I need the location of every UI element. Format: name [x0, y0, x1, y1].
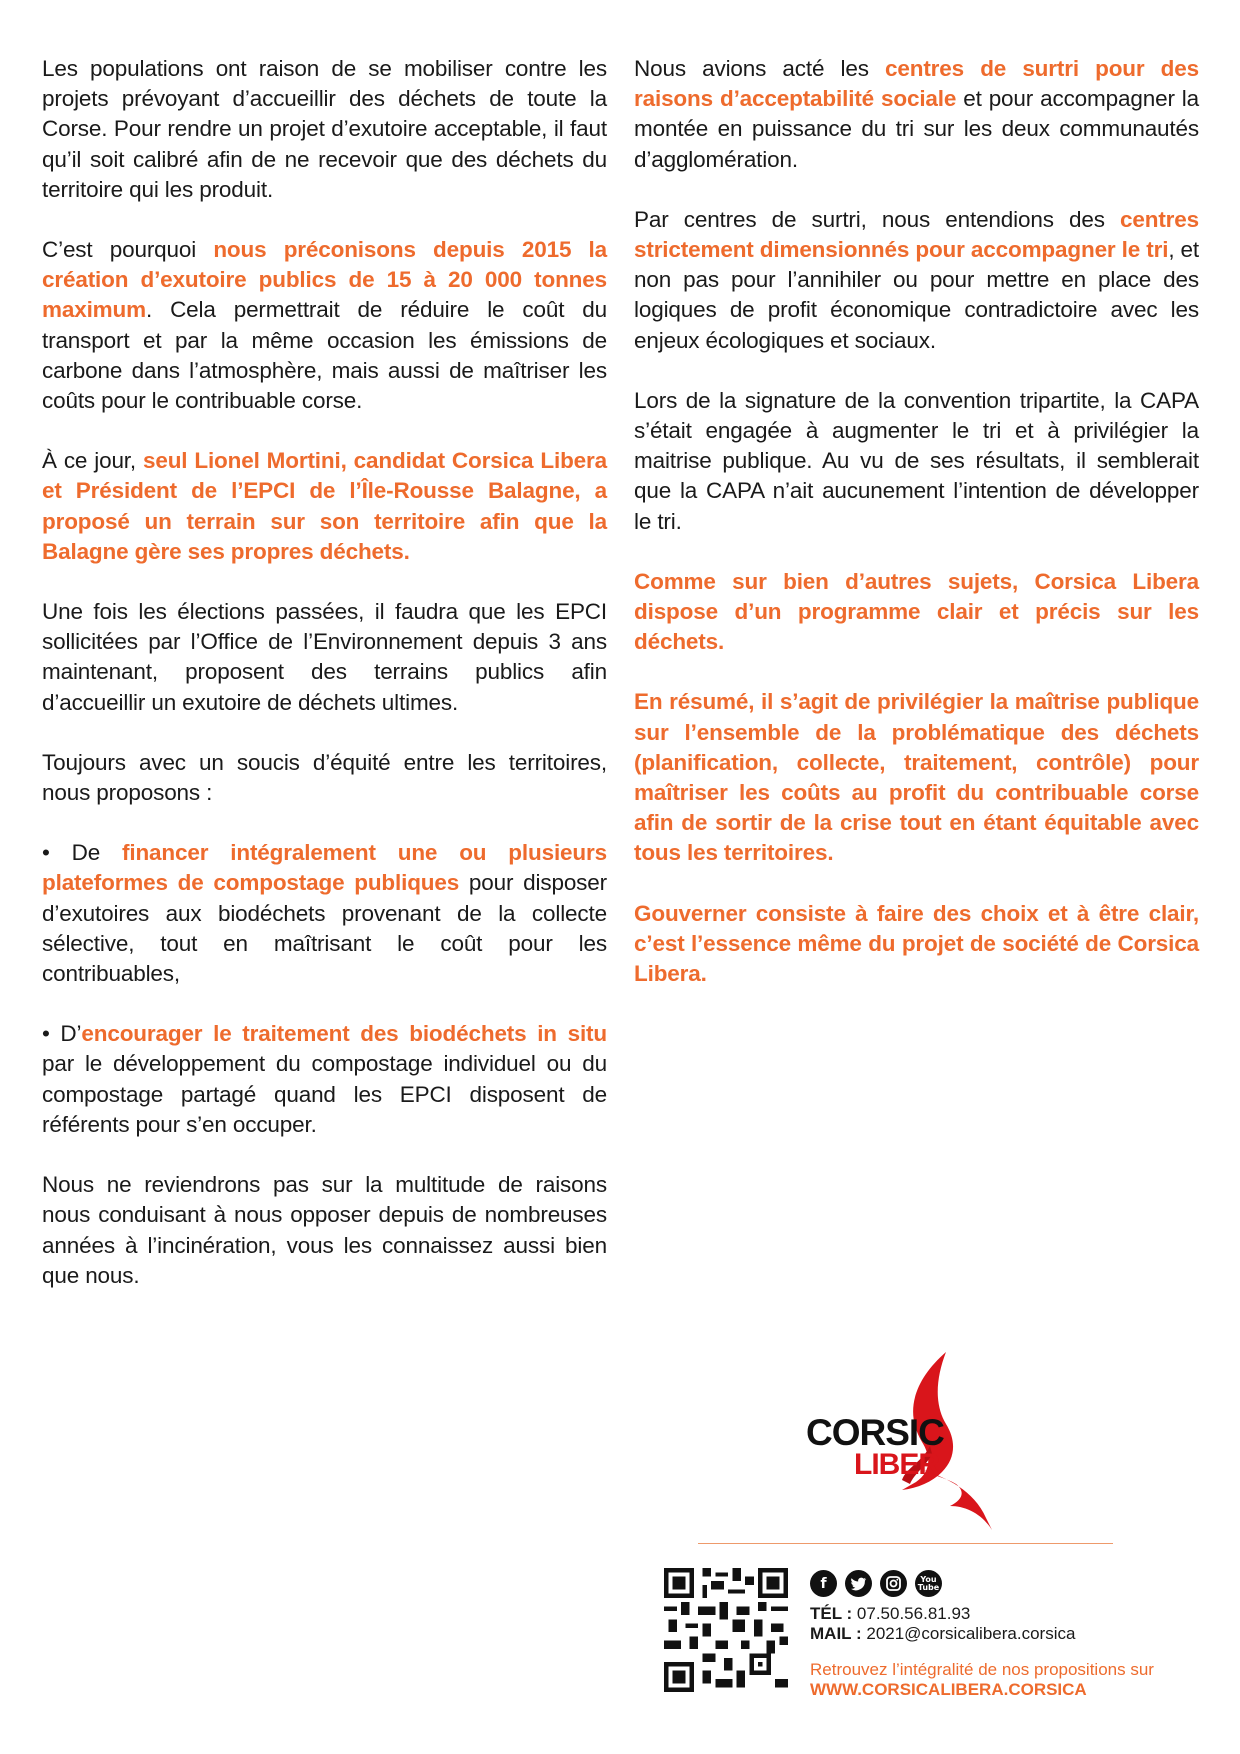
bullet-item: • De financer intégralement une ou plusieurs plateformes de compostage publiques pour disposer d’exutoires aux biodéchets provenant de la collecte sélective, tout en maîtrisant le coût pour les contribuables,: [42, 840, 607, 987]
right-column: [634, 54, 1199, 1019]
qr-code-icon[interactable]: [664, 1568, 788, 1692]
email-address[interactable]: 2021@corsicalibera.corsica: [866, 1624, 1076, 1643]
instagram-camera-icon: [886, 1576, 901, 1591]
paragraph: Toujours avec un soucis d’équité entre les territoires, nous proposons :: [42, 749, 607, 806]
highlight: seul Lionel Mortini, candidat Corsica Libera et Président de l’EPCI de l’Île-Rousse Balagne, a proposé un terrain sur son territoire afin que la Balagne gère ses propres déchets.: [42, 448, 607, 564]
phone-line: TÉL : 07.50.56.81.93: [810, 1604, 971, 1623]
highlight: nous préconisons depuis 2015 la création d’exutoire publics de 15 à 20 000 tonnes maximum: [42, 237, 607, 323]
paragraph: Par centres de surtri, nous entendions des centres strictement dimensionnés pour accompagner le tri, et non pas pour l’annihiler ou pour mettre en place des logiques de profit économique contradictoire avec les enjeux écologiques et sociaux.: [634, 206, 1200, 353]
footer-divider: [698, 1543, 1113, 1544]
paragraph: C’est pourquoi nous préconisons depuis 2015 la création d’exutoire publics de 15 à 20 000 tonnes maximum. Cela permettrait de réduire le coût du transport et par la même occasion les émissions de carbone dans l’atmosphère, mais aussi de maîtriser les coûts pour le contribuable corse.: [42, 237, 607, 414]
paragraph: Une fois les élections passées, il faudra que les EPCI sollicitées par l’Office de l’Environnement depuis 3 ans maintenant, proposent des terrains publics afin d’accueillir un exutoire de déchets ultimes.: [42, 599, 607, 715]
highlight: financer intégralement une ou plusieurs plateformes de compostage publiques: [42, 840, 607, 896]
paragraph: Les populations ont raison de se mobiliser contre les projets prévoyant d’accueillir des déchets de toute la Corse. Pour rendre un projet d’exutoire acceptable, il faut qu’il soit calibré afin de ne recevoir que des déchets du territoire qui les produit.: [42, 56, 607, 202]
facebook-icon[interactable]: f: [810, 1570, 837, 1597]
left-column: [42, 54, 607, 1321]
highlight: centres de surtri pour des raisons d’acceptabilité sociale: [634, 56, 1199, 112]
highlight-paragraph: Comme sur bien d’autres sujets, Corsica Libera dispose d’un programme clair et précis sur les déchets.: [634, 568, 1199, 655]
logo-text-line1: CORSIC: [806, 1412, 944, 1453]
paragraph: Nous avions acté les centres de surtri pour des raisons d’acceptabilité sociale et pour accompagner la montée en puissance du tri sur les deux communautés d’agglomération.: [634, 56, 1199, 172]
bullet-item: • D’encourager le traitement des biodéchets in situ par le développement du compostage individuel ou du compostage partagé quand les EPCI disposent de référents pour s’en occuper.: [42, 1021, 607, 1137]
website-link[interactable]: WWW.CORSICALIBERA.CORSICA: [810, 1680, 1087, 1699]
mail-line: MAIL : 2021@corsicalibera.corsica: [810, 1624, 1076, 1643]
paragraph: Nous ne reviendrons pas sur la multitude de raisons nous conduisant à nous opposer depuis de nombreuses années à l’incinération, vous les connaissez aussi bien que nous.: [42, 1172, 607, 1288]
corsica-libera-logo: [806, 1350, 1011, 1530]
youtube-icon[interactable]: You Tube: [915, 1570, 942, 1597]
highlight: centres strictement dimensionnés pour accompagner le tri: [634, 206, 1199, 263]
promo-block: [810, 1660, 1154, 1700]
twitter-bird-icon: [851, 1577, 867, 1591]
logo-text-line2: LIBER: [854, 1448, 939, 1481]
promo-text: Retrouvez l’intégralité de nos propositions sur: [810, 1660, 1154, 1679]
phone-number[interactable]: 07.50.56.81.93: [856, 1604, 971, 1623]
highlight-paragraph: En résumé, il s’agit de privilégier la maîtrise publique sur l’ensemble de la problématique des déchets (planification, collecte, traitement, contrôle) pour maîtriser les coûts au profit du contribuable corse afin de sortir de la crise tout en étant équitable avec tous les territoires.: [634, 689, 1199, 866]
contact-info: [810, 1604, 1075, 1644]
instagram-icon[interactable]: [880, 1570, 907, 1597]
highlight: encourager le traitement des biodéchets in situ: [81, 1021, 607, 1047]
social-icons: [810, 1570, 942, 1597]
highlight-paragraph: Gouverner consiste à faire des choix et à être clair, c’est l’essence même du projet de société de Corsica Libera.: [634, 900, 1199, 987]
paragraph: Lors de la signature de la convention tripartite, la CAPA s’était engagée à augmenter le tri et à privilégier la maitrise publique. Au vu de ses résultats, il semblerait que la CAPA n’ait aucunement l’intention de développer le tri.: [634, 387, 1199, 534]
paragraph: À ce jour, seul Lionel Mortini, candidat Corsica Libera et Président de l’EPCI de l’Île-Rousse Balagne, a proposé un terrain sur son territoire afin que la Balagne gère ses propres déchets.: [42, 448, 607, 564]
twitter-icon[interactable]: [845, 1570, 872, 1597]
